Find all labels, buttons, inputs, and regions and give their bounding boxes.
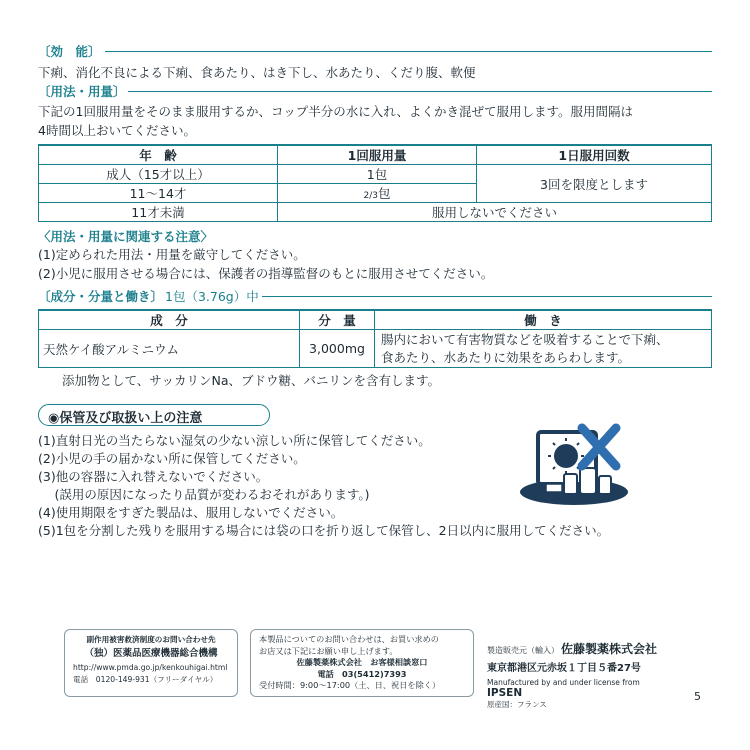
ingredients-table bbox=[38, 309, 712, 368]
usage-precaution-item: (2)小児に服用させる場合には、保護者の指導監督のもとに服用させてください。 bbox=[38, 266, 494, 281]
ingredient-amount: 3,000mg bbox=[300, 330, 375, 368]
storage-item: (3)他の容器に入れ替えないでください。 bbox=[38, 469, 269, 484]
contact-box-line1: 本製品についてのお問い合わせは、お買い求めの bbox=[259, 634, 439, 644]
dosage-header-age: 年 齢 bbox=[39, 145, 278, 165]
usage-text-line1: 下記の1回服用量をそのまま服用するか、コップ半分の水に入れ、よくかき混ぜて服用します。服用間隔は bbox=[38, 104, 633, 119]
dosage-dose-child bbox=[278, 184, 477, 203]
dosage-unit: 包 bbox=[377, 186, 391, 201]
efficacy-heading: 〔効 能〕 bbox=[38, 44, 101, 59]
storage-item: (誤用の原因になったり品質が変わるおそれがあります。) bbox=[38, 487, 370, 502]
relief-box-url: http://www.pmda.go.jp/kenkouhigai.html bbox=[73, 663, 228, 672]
ingredients-heading-sub: 1包（3.76g）中 bbox=[165, 289, 259, 304]
contact-box-phone: 電話 03(5412)7393 bbox=[317, 668, 407, 679]
relief-box-org: （独）医薬品医療機器総合機構 bbox=[84, 648, 218, 659]
page-number: 5 bbox=[694, 690, 701, 703]
ingredient-effect bbox=[375, 330, 712, 368]
ingredients-header-effect: 働 き bbox=[375, 310, 712, 330]
usage-precautions-heading: 〈用法・用量に関連する注意〉 bbox=[38, 229, 214, 244]
relief-system-box bbox=[64, 629, 238, 697]
ingredients-heading-title: 〔成分・分量と働き〕 bbox=[38, 289, 164, 304]
usage-heading: 〔用法・用量〕 bbox=[38, 84, 126, 99]
dosage-age-adult: 成人（15才以上） bbox=[39, 165, 278, 184]
ingredient-name: 天然ケイ酸アルミニウム bbox=[39, 330, 300, 368]
efficacy-text: 下痢、消化不良による下痢、食あたり、はき下し、水あたり、くだり腹、軟便 bbox=[38, 65, 476, 80]
dosage-header-dose: 1回服用量 bbox=[278, 145, 477, 165]
relief-box-title: 副作用被害救済制度のお問い合わせ先 bbox=[86, 635, 216, 644]
dosage-dose-under11: 服用しないでください bbox=[278, 203, 712, 222]
ingredients-header-name: 成 分 bbox=[39, 310, 300, 330]
storage-item: (1)直射日光の当たらない湿気の少ない涼しい所に保管してください。 bbox=[38, 433, 431, 448]
dosage-age-child: 11～14才 bbox=[39, 184, 278, 203]
no-sunlight-illustration-icon bbox=[516, 420, 636, 508]
storage-item: (5)1包を分割した残りを服用する場合には袋の口を折り返して保管し、2日以内に服用してください。 bbox=[38, 523, 610, 538]
manufacturer-company: 佐藤製薬株式会社 bbox=[561, 642, 658, 656]
ingredients-divider bbox=[262, 296, 712, 297]
manufacturer-origin: 原産国：フランス bbox=[487, 700, 547, 709]
manufacturer-brand: IPSEN bbox=[487, 687, 523, 699]
contact-box bbox=[250, 629, 474, 697]
usage-precaution-item: (1)定められた用法・用量を厳守してください。 bbox=[38, 247, 306, 262]
additives-text: 添加物として、サッカリンNa、ブドウ糖、バニリンを含有します。 bbox=[62, 373, 441, 388]
relief-box-phone: 電話 0120-149-931（フリーダイヤル） bbox=[73, 675, 218, 684]
manufacturer-label: 製造販売元（輸入） bbox=[487, 646, 559, 655]
ingredient-effect-line2: 食あたり、水あたりに効果をあらわします。 bbox=[381, 349, 631, 365]
usage-text-line2: 4時間以上おいてください。 bbox=[38, 123, 196, 138]
manufacturer-license: Manufactured by and under license from bbox=[487, 678, 640, 687]
usage-divider bbox=[128, 91, 712, 92]
manufacturer-address: 東京都港区元赤坂１丁目５番27号 bbox=[487, 663, 641, 674]
efficacy-divider bbox=[105, 51, 712, 52]
storage-item: (2)小児の手の届かない所に保管してください。 bbox=[38, 451, 306, 466]
storage-item: (4)使用期限をすぎた製品は、服用しないでください。 bbox=[38, 505, 344, 520]
dosage-dose-adult: 1包 bbox=[278, 165, 477, 184]
ingredients-header-amount: 分 量 bbox=[300, 310, 375, 330]
manufacturer-block bbox=[487, 640, 657, 710]
ingredient-effect-line1: 腸内において有害物質などを吸着することで下痢、 bbox=[381, 331, 669, 347]
dosage-fraction: 2/3 bbox=[363, 191, 378, 201]
dosage-age-under11: 11才未満 bbox=[39, 203, 278, 222]
storage-heading: ◉保管及び取扱い上の注意 bbox=[48, 411, 203, 426]
contact-box-hours: 受付時間：9:00～17:00（土、日、祝日を除く） bbox=[259, 680, 441, 690]
dosage-times: 3回を限度とします bbox=[477, 165, 712, 203]
dosage-table bbox=[38, 144, 712, 222]
contact-box-line2: お店又は下記にお願い申し上げます。 bbox=[259, 645, 398, 656]
ingredients-heading bbox=[38, 287, 259, 305]
contact-box-company: 佐藤製薬株式会社 お客様相談窓口 bbox=[296, 657, 428, 667]
dosage-header-times: 1日服用回数 bbox=[477, 145, 712, 165]
